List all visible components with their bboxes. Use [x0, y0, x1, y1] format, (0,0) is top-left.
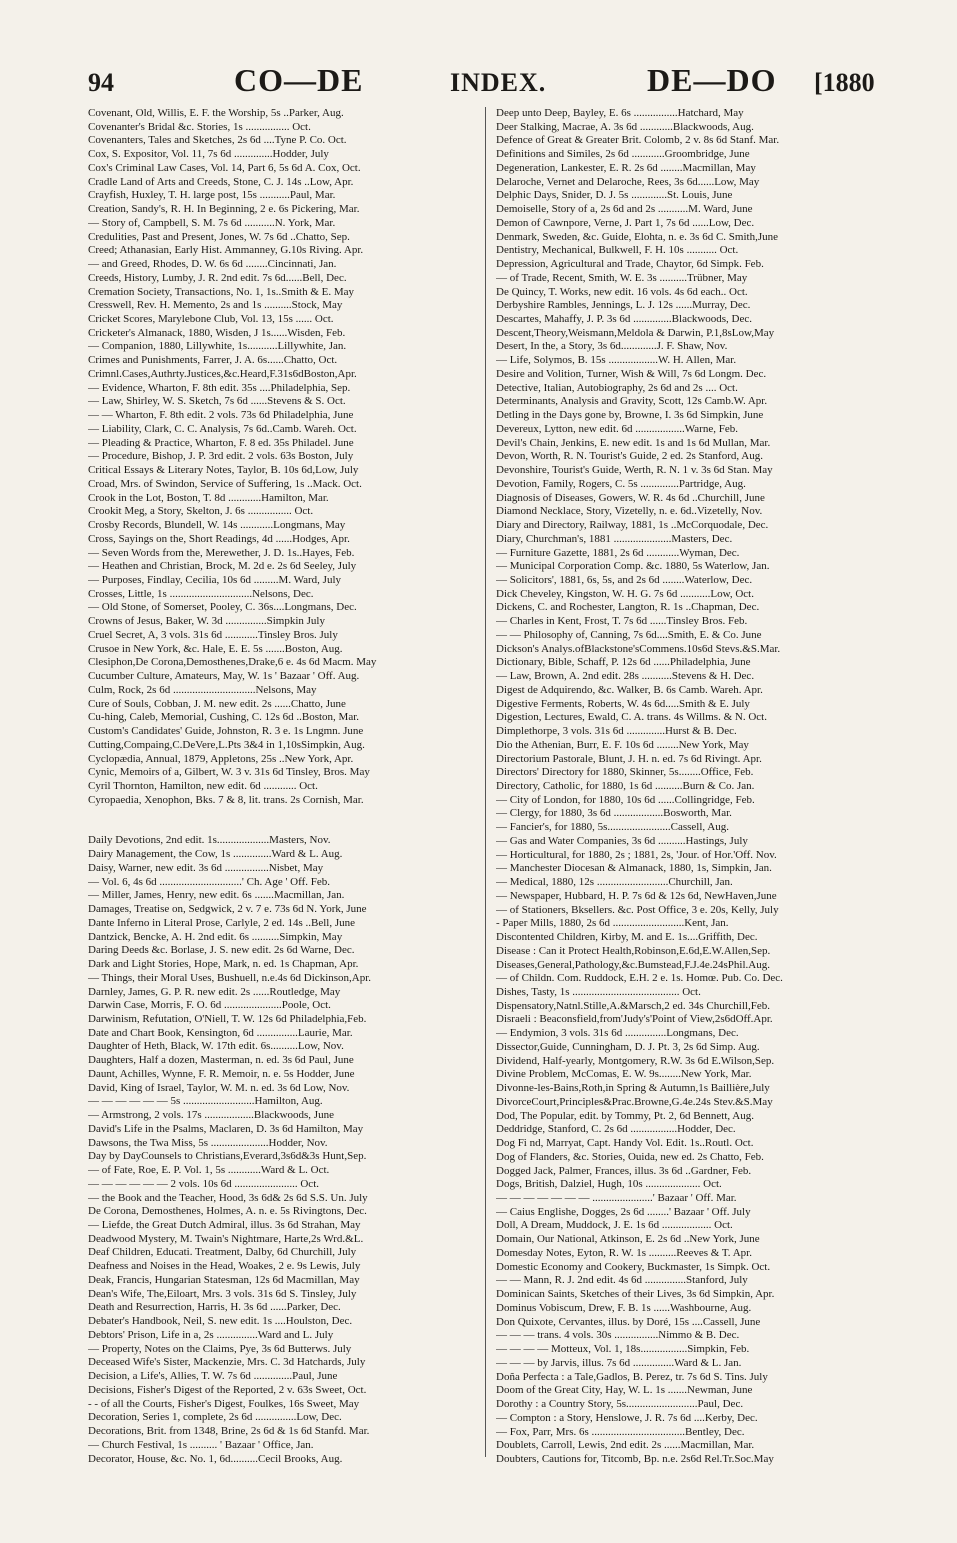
- index-entry: Digest de Adquirendo, &c. Walker, B. 6s Camb. Wareh. Apr.: [496, 683, 763, 696]
- index-entry: Delphic Days, Snider, D. J. 5s .............St. Louis, June: [496, 189, 733, 202]
- index-entry: Deaf Children, Educati. Treatment, Dalby, 6d Churchill, July: [88, 1246, 357, 1259]
- index-entry: Darwin Case, Morris, F. O. 6d .....................Poole, Oct.: [88, 999, 331, 1012]
- index-entry: Cyril Thornton, Hamilton, new edit. 6d ............ Oct.: [88, 779, 318, 792]
- index-entry: Denmark, Sweden, &c. Guide, Elohta, n. e. 3s 6d C. Smith,June: [496, 230, 778, 243]
- index-entry: Diamond Necklace, Story, Vizetelly, n. e. 6d..Vizetelly, Nov.: [496, 505, 763, 518]
- index-entry: — Medical, 1880, 12s ..........................Churchill, Jan.: [496, 876, 733, 889]
- index-entry: Death and Resurrection, Harris, H. 3s 6d ......Parker, Dec.: [88, 1301, 341, 1314]
- index-entry: Date and Chart Book, Kensington, 6d ...............Laurie, Mar.: [88, 1026, 353, 1039]
- index-entry: — the Book and the Teacher, Hood, 3s 6d& 2s 6d S.S. Un. July: [88, 1191, 368, 1204]
- index-entry: Crusoe in New York, &c. Hale, E. E. 5s .......Boston, Aug.: [88, 642, 343, 655]
- left-column: [88, 107, 477, 1466]
- index-entry: Crosses, Little, 1s ..............................Nelsons, Dec.: [88, 587, 314, 600]
- index-entry: Covenanter's Bridal &c. Stories, 1s ................ Oct.: [88, 120, 311, 133]
- index-entry: — Municipal Corporation Comp. &c. 1880, 5s Waterlow, Jan.: [496, 560, 770, 573]
- right-range-heading: DE—DO: [647, 62, 777, 98]
- index-entry: Determinants, Analysis and Gravity, Scott, 12s Camb.W. Apr.: [496, 395, 768, 408]
- index-entry: Dentistry, Mechanical, Bulkwell, F. H. 10s ........... Oct.: [496, 244, 739, 257]
- index-entry: Disraeli : Beaconsfield,from'Judy's'Point of View,2s6dOff.Apr.: [496, 1013, 773, 1026]
- page-header: [88, 62, 888, 102]
- column-divider: [485, 107, 486, 1457]
- index-entry: Cradle Land of Arts and Creeds, Stone, C. J. 14s ..Low, Apr.: [88, 175, 354, 188]
- index-entry: — Things, their Moral Uses, Bushuell, n.e.4s 6d Dickinson,Apr.: [88, 971, 372, 984]
- index-entry: Dogged Jack, Palmer, Frances, illus. 3s 6d ..Gardner, Feb.: [496, 1164, 752, 1177]
- index-entry: Cutting,Compaing,C.DeVere,L.Pts 3&4 in 1,10sSimpkin, Aug.: [88, 738, 365, 751]
- index-entry: Covenant, Old, Willis, E. F. the Worship, 5s ..Parker, Aug.: [88, 107, 344, 119]
- left-range-heading: CO—DE: [234, 62, 364, 98]
- index-entry: Dod, The Popular, edit. by Tommy, Pt. 2, 6d Bennett, Aug.: [496, 1109, 754, 1122]
- index-entry: Deceased Wife's Sister, Mackenzie, Mrs. C. 3d Hatchards, July: [88, 1356, 366, 1369]
- index-entry: Clesiphon,De Corona,Demosthenes,Drake,6 e. 4s 6d Macm. May: [88, 656, 377, 669]
- index-entry: Cremation Society, Transactions, No. 1, 1s..Smith & E. May: [88, 285, 355, 298]
- index-entry: — Endymion, 3 vols. 31s 6d ...............Longmans, Dec.: [496, 1027, 739, 1040]
- index-entry: Devon, Worth, R. N. Tourist's Guide, 2 ed. 2s Stanford, Aug.: [496, 450, 763, 463]
- index-entry: — Liability, Clark, C. C. Analysis, 7s 6d..Camb. Wareh. Oct.: [88, 422, 357, 435]
- index-entry: Dog Fi nd, Marryat, Capt. Handy Vol. Edit. 1s..Routl. Oct.: [496, 1137, 754, 1150]
- index-entry: Deddridge, Stanford, C. 2s 6d .................Hodder, Dec.: [496, 1123, 736, 1136]
- index-entry: Covenanters, Tales and Sketches, 2s 6d ....Tyne P. Co. Oct.: [88, 134, 347, 147]
- index-entry: Devil's Chain, Jenkins, E. new edit. 1s and 1s 6d Mullan, Mar.: [496, 436, 771, 449]
- index-entry: Demon of Cawnpore, Verne, J. Part 1, 7s 6d ......Low, Dec.: [496, 216, 755, 229]
- index-entry: Daily Devotions, 2nd edit. 1s...................Masters, Nov.: [88, 834, 331, 847]
- index-entry: — Newspaper, Hubbard, H. P. 7s 6d & 12s 6d, NewHaven,June: [496, 889, 777, 902]
- index-entry: — Solicitors', 1881, 6s, 5s, and 2s 6d ........Waterlow, Dec.: [496, 573, 753, 586]
- index-entry: Deadwood Mystery, M. Twain's Nightmare, Harte,2s Wrd.&L.: [88, 1232, 364, 1245]
- index-entry: — Miller, James, Henry, new edit. 6s .......Macmillan, Jan.: [88, 889, 345, 902]
- index-entry: — — — by Jarvis, illus. 7s 6d ...............Ward & L. Jan.: [496, 1356, 742, 1369]
- index-entry: Dominican Saints, Sketches of their Lives, 3s 6d Simpkin, Apr.: [496, 1288, 775, 1301]
- index-entry: Desert, In the, a Story, 3s 6d.............J. F. Shaw, Nov.: [496, 340, 728, 353]
- index-entry: — Furniture Gazette, 1881, 2s 6d ............Wyman, Dec.: [496, 546, 740, 559]
- index-entry: Cross, Sayings on the, Short Readings, 4d ......Hodges, Apr.: [88, 532, 350, 545]
- index-entry: Cruel Secret, A, 3 vols. 31s 6d ............Tinsley Bros. July: [88, 628, 338, 641]
- index-entry: - Paper Mills, 1880, 2s 6d ..........................Kent, Jan.: [496, 917, 729, 930]
- index-entry: De Quincy, T. Works, new edit. 16 vols. 4s 6d each.. Oct.: [496, 285, 748, 298]
- index-entry: — — Philosophy of, Canning, 7s 6d....Smith, E. & Co. June: [496, 628, 762, 641]
- index-entry: Diseases,General,Pathology,&c.Bumstead,F.J.4e.24sPhil.Aug.: [496, 958, 770, 971]
- year-label: [1880: [814, 68, 875, 97]
- index-entry: Disease : Can it Protect Health,Robinson,E.6d,E.W.Allen,Sep.: [496, 944, 771, 957]
- index-entry: Dean's Wife, The,Eiloart, Mrs. 3 vols. 31s 6d S. Tinsley, July: [88, 1287, 357, 1300]
- index-entry: Decisions, Fisher's Digest of the Reported, 2 v. 63s Sweet, Oct.: [88, 1383, 367, 1396]
- index-entry: — Pleading & Practice, Wharton, F. 8 ed. 35s Philadel. June: [88, 436, 354, 449]
- index-entry: — of Trade, Recent, Smith, W. E. 3s ..........Trübner, May: [496, 271, 748, 284]
- index-entry: Deep unto Deep, Bayley, E. 6s ................Hatchard, May: [496, 107, 744, 119]
- index-entry: — Church Festival, 1s .......... ' Bazaar ' Office, Jan.: [88, 1438, 314, 1451]
- index-entry: Depression, Agricultural and Trade, Chaytor, 6d Simpk. Feb.: [496, 258, 764, 271]
- index-entry: — — Mann, R. J. 2nd edit. 4s 6d ...............Stanford, July: [496, 1274, 748, 1287]
- index-entry: Defence of Great & Greater Brit. Colomb, 2 v. 8s 6d Stanf. Mar.: [496, 134, 780, 147]
- index-entry: — Procedure, Bishop, J. P. 3rd edit. 2 vols. 63s Boston, July: [88, 450, 354, 463]
- index-entry: Cyropaedia, Xenophon, Bks. 7 & 8, lit. trans. 2s Cornish, Mar.: [88, 793, 364, 806]
- index-entry: — Compton : a Story, Henslowe, J. R. 7s 6d ....Kerby, Dec.: [496, 1411, 758, 1424]
- index-entry: David, King of Israel, Taylor, W. M. n. ed. 3s 6d Low, Nov.: [88, 1081, 350, 1094]
- index-entry: DivorceCourt,Principles&Prac.Browne,G.4e.24s Stev.&S.May: [496, 1095, 773, 1108]
- index-entry: Derbyshire Rambles, Jennings, L. J. 12s ......Murray, Dec.: [496, 299, 751, 312]
- index-entry: — City of London, for 1880, 10s 6d ......Collingridge, Feb.: [496, 793, 755, 806]
- index-entry: Don Quixote, Cervantes, illus. by Doré, 15s ....Cassell, June: [496, 1315, 761, 1328]
- index-entry: Darnley, James, G. P. R. new edit. 2s ......Routledge, May: [88, 985, 341, 998]
- index-entry: Definitions and Similes, 2s 6d ............Groombridge, June: [496, 148, 750, 161]
- index-entry: Cucumber Culture, Amateurs, May, W. 1s ' Bazaar ' Off. Aug.: [88, 670, 360, 683]
- index-entry: — — Wharton, F. 8th edit. 2 vols. 73s 6d Philadelphia, June: [88, 409, 354, 422]
- index-entry: Directory, Catholic, for 1880, 1s 6d ..........Burn & Co. Jan.: [496, 779, 755, 792]
- index-entry: Dividend, Half-yearly, Montgomery, R.W. 3s 6d E.Wilson,Sep.: [496, 1054, 775, 1067]
- index-entry: — Property, Notes on the Claims, Pye, 3s 6d Butterws. July: [88, 1342, 352, 1355]
- index-entry: Cynic, Memoirs of a, Gilbert, W. 3 v. 31s 6d Tinsley, Bros. May: [88, 766, 370, 779]
- index-entry: — and Greed, Rhodes, D. W. 6s 6d ........Cincinnati, Jan.: [88, 258, 337, 271]
- index-entry: Dictionary, Bible, Schaff, P. 12s 6d ......Philadelphia, June: [496, 656, 751, 669]
- section-gap: [88, 807, 477, 834]
- index-entry: Domesday Notes, Eyton, R. W. 1s ..........Reeves & T. Apr.: [496, 1246, 752, 1259]
- index-entry: — Vol. 6, 4s 6d ..............................' Ch. Age ' Off. Feb.: [88, 875, 331, 888]
- index-entry: Directorium Pastorale, Blunt, J. H. n. ed. 7s 6d Rivingt. Apr.: [496, 752, 762, 765]
- index-entry: Divonne-les-Bains,Roth,in Spring & Autumn,1s Baillière,July: [496, 1082, 770, 1095]
- index-entry: Crimnl.Cases,Authrty.Justices,&c.Heard,F.31s6dBoston,Apr.: [88, 367, 357, 380]
- index-entry: Domain, Our National, Atkinson, E. 2s 6d ..New York, June: [496, 1233, 760, 1246]
- index-entry: David's Life in the Psalms, Maclaren, D. 3s 6d Hamilton, May: [88, 1122, 364, 1135]
- index-entry: Dorothy : a Country Story, 5s..........................Paul, Dec.: [496, 1398, 744, 1411]
- index-entry: Discontented Children, Kirby, M. and E. 1s....Griffith, Dec.: [496, 931, 758, 944]
- index-entry: Devonshire, Tourist's Guide, Werth, R. N. 1 v. 3s 6d Stan. May: [496, 464, 773, 477]
- index-entry: — — — — Motteux, Vol. 1, 18s.................Simpkin, Feb.: [496, 1343, 750, 1356]
- index-entry: — Fox, Parr, Mrs. 6s ..................................Bentley, Dec.: [496, 1425, 745, 1438]
- index-entry: Domestic Economy and Cookery, Buckmaster, 1s Simpk. Oct.: [496, 1260, 771, 1273]
- index-entry: Detling in the Days gone by, Browne, I. 3s 6d Simpkin, June: [496, 409, 764, 422]
- index-entry: Culm, Rock, 2s 6d ..............................Nelsons, May: [88, 683, 317, 696]
- index-entry: Cu-hing, Caleb, Memorial, Cushing, C. 12s 6d ..Boston, Mar.: [88, 711, 360, 724]
- index-entry: Deafness and Noises in the Head, Woakes, 2 e. 9s Lewis, July: [88, 1260, 361, 1273]
- index-entry: Diagnosis of Diseases, Gowers, W. R. 4s 6d ..Churchill, June: [496, 491, 765, 504]
- index-entry: Dominus Vobiscum, Drew, F. B. 1s ......Washbourne, Aug.: [496, 1301, 752, 1314]
- index-entry: Crookit Meg, a Story, Skelton, J. 6s ................ Oct.: [88, 505, 314, 518]
- index-entry: — Seven Words from the, Merewether, J. D. 1s..Hayes, Feb.: [88, 546, 355, 559]
- index-entry: Crimes and Punishments, Farrer, J. A. 6s......Chatto, Oct.: [88, 354, 338, 367]
- index-entry: Crayfish, Huxley, T. H. large post, 15s ...........Paul, Mar.: [88, 189, 336, 202]
- index-entry: — Purposes, Findlay, Cecilia, 10s 6d .........M. Ward, July: [88, 573, 342, 586]
- index-entry: Dissector,Guide, Cunningham, D. J. Pt. 3, 2s 6d Simp. Aug.: [496, 1040, 760, 1053]
- right-column: [496, 107, 885, 1467]
- index-entry: Dogs, British, Dalziel, Hugh, 10s .................... Oct.: [496, 1178, 722, 1191]
- index-entry: Decision, a Life's, Allies, T. W. 7s 6d ..............Paul, June: [88, 1370, 338, 1383]
- index-entry: — Caius Englishe, Dogges, 2s 6d ........' Bazaar ' Off. July: [496, 1205, 751, 1218]
- index-entry: Detective, Italian, Autobiography, 2s 6d and 2s .... Oct.: [496, 381, 738, 394]
- page-number: 94: [88, 68, 114, 97]
- index-entry: — Horticultural, for 1880, 2s ; 1881, 2s, 'Jour. of Hor.'Off. Nov.: [496, 848, 777, 861]
- index-entry: — Gas and Water Companies, 3s 6d ..........Hastings, July: [496, 834, 748, 847]
- index-entry: Dick Cheveley, Kingston, W. H. G. 7s 6d ...........Low, Oct.: [496, 587, 754, 600]
- index-entry: Doll, A Dream, Muddock, J. E. 1s 6d .................. Oct.: [496, 1219, 733, 1232]
- index-entry: Digestion, Lectures, Ewald, C. A. trans. 4s Willms. & N. Oct.: [496, 711, 767, 724]
- index-entry: Diary, Churchman's, 1881 .....................Masters, Dec.: [496, 532, 733, 545]
- index-entry: Demoiselle, Story of a, 2s 6d and 2s ...........M. Ward, June: [496, 203, 753, 216]
- index-entry: Dispensatory,Natnl.Stille,A.&Marsch,2 ed. 34s Churchill,Feb.: [496, 999, 770, 1012]
- index-entry: Crosby Records, Blundell, W. 14s ............Longmans, May: [88, 519, 346, 532]
- index-entry: Doom of the Great City, Hay, W. L. 1s .......Newman, June: [496, 1384, 753, 1397]
- index-entry: — Heathen and Christian, Brock, M. 2d e. 2s 6d Seeley, July: [88, 560, 357, 573]
- index-entry: Dog of Flanders, &c. Stories, Ouida, new ed. 2s Chatto, Feb.: [496, 1150, 764, 1163]
- index-entry: Doña Perfecta : a Tale,Gadlos, B. Perez, tr. 7s 6d S. Tins. July: [496, 1370, 768, 1383]
- index-entry: Dickson's Analys.ofBlackstone'sCommens.10s6d Stevs.&S.Mar.: [496, 642, 781, 655]
- index-entry: Dio the Athenian, Burr, E. F. 10s 6d ........New York, May: [496, 738, 749, 751]
- index-entry: Daughter of Heth, Black, W. 17th edit. 6s..........Low, Nov.: [88, 1040, 344, 1053]
- index-entry: Degeneration, Lankester, E. R. 2s 6d ........Macmillan, May: [496, 161, 756, 174]
- index-entry: Daughters, Half a dozen, Masterman, n. ed. 3s 6d Paul, June: [88, 1054, 354, 1067]
- index-entry: Devotion, Family, Rogers, C. 5s ..............Partridge, Aug.: [496, 477, 746, 490]
- index-entry: Cox's Criminal Law Cases, Vol. 14, Part 6, 5s 6d A. Cox, Oct.: [88, 161, 361, 174]
- index-entry: Critical Essays & Literary Notes, Taylor, B. 10s 6d,Low, July: [88, 464, 359, 477]
- index-entry: — Law, Shirley, W. S. Sketch, 7s 6d ......Stevens & S. Oct.: [88, 395, 346, 408]
- index-entry: — Fancier's, for 1880, 5s.......................Cassell, Aug.: [496, 821, 729, 834]
- index-entry: Delaroche, Vernet and Delaroche, Rees, 3s 6d......Low, May: [496, 175, 760, 188]
- index-entry: — Evidence, Wharton, F. 8th edit. 35s ....Philadelphia, Sep.: [88, 381, 351, 394]
- index-title: INDEX.: [450, 68, 547, 97]
- index-entry: Daring Deeds &c. Borlase, J. S. new edit. 2s 6d Warne, Dec.: [88, 944, 355, 957]
- index-entry: Deak, Francis, Hungarian Statesman, 12s 6d Macmillan, May: [88, 1273, 360, 1286]
- index-entry: Crook in the Lot, Boston, T. 8d ............Hamilton, Mar.: [88, 491, 329, 504]
- index-entry: Creeds, History, Lumby, J. R. 2nd edit. 7s 6d......Bell, Dec.: [88, 271, 347, 284]
- index-entry: Decoration, Series 1, complete, 2s 6d ...............Low, Dec.: [88, 1411, 342, 1424]
- index-entry: Digestive Ferments, Roberts, W. 4s 6d.....Smith & E. July: [496, 697, 750, 710]
- index-entry: — Clergy, for 1880, 3s 6d ..................Bosworth, Mar.: [496, 807, 732, 820]
- index-entry: Creation, Sandy's, R. H. In Beginning, 2 e. 6s Pickering, Mar.: [88, 203, 360, 216]
- index-entry: Croad, Mrs. of Swindon, Service of Suffering, 1s ..Mack. Oct.: [88, 477, 362, 490]
- index-entry: Dark and Light Stories, Hope, Mark, n. ed. 1s Chapman, Apr.: [88, 958, 359, 971]
- index-entry: Dante Inferno in Literal Prose, Carlyle, 2 ed. 14s ..Bell, June: [88, 916, 355, 929]
- index-entry: — Liefde, the Great Dutch Admiral, illus. 3s 6d Strahan, May: [88, 1219, 361, 1232]
- index-entry: Directors' Directory for 1880, Skinner, 5s........Office, Feb.: [496, 766, 754, 779]
- index-entry: — of Stationers, Bksellers. &c. Post Office, 3 e. 20s, Kelly, July: [496, 903, 779, 916]
- index-entry: — Story of, Campbell, S. M. 7s 6d ...........N. York, Mar.: [88, 216, 336, 229]
- index-entry: Dickens, C. and Rochester, Langton, R. 1s ..Chapman, Dec.: [496, 601, 760, 614]
- index-entry: Crowns of Jesus, Baker, W. 3d ...............Simpkin July: [88, 615, 325, 628]
- index-entry: Descent,Theory,Weismann,Meldola & Darwin, P.1,8sLow,May: [496, 326, 775, 339]
- index-entry: Devereux, Lytton, new edit. 6d ..................Warne, Feb.: [496, 422, 738, 435]
- index-entry: Dishes, Tasty, 1s ....................................... Oct.: [496, 986, 701, 998]
- index-entry: — Companion, 1880, Lillywhite, 1s...........Lillywhite, Jan.: [88, 340, 347, 353]
- index-entry: — Charles in Kent, Frost, T. 7s 6d ......Tinsley Bros. Feb.: [496, 615, 748, 628]
- index-entry: Cricketer's Almanack, 1880, Wisden, J 1s......Wisden, Feb.: [88, 326, 346, 339]
- index-entry: Daunt, Achilles, Wynne, F. R. Memoir, n. e. 5s Hodder, June: [88, 1067, 355, 1080]
- index-entry: Damages, Treatise on, Sedgwick, 2 v. 7 e. 73s 6d N. York, June: [88, 903, 367, 916]
- index-entry: — of Fate, Roe, E. P. Vol. 1, 5s ............Ward & L. Oct.: [88, 1164, 330, 1177]
- index-entry: — Old Stone, of Somerset, Pooley, C. 36s....Longmans, Dec.: [88, 601, 357, 614]
- index-entry: Doubters, Cautions for, Titcomb, Bp. n.e. 2s6d Rel.Tr.Soc.May: [496, 1452, 774, 1465]
- index-entry: Cure of Souls, Cobban, J. M. new edit. 2s ......Chatto, June: [88, 697, 346, 710]
- index-entry: — — — — — — 2 vols. 10s 6d ....................... Oct.: [88, 1177, 319, 1190]
- index-entry: Darwinism, Refutation, O'Niell, T. W. 12s 6d Philadelphia,Feb.: [88, 1013, 367, 1025]
- index-entry: Decorations, Brit. from 1348, Brine, 2s 6d & 1s 6d Stanfd. Mar.: [88, 1425, 370, 1438]
- index-entry: Doublets, Carroll, Lewis, 2nd edit. 2s ......Macmillan, Mar.: [496, 1439, 755, 1452]
- index-entry: — of Childn. Com. Ruddock, E.H. 2 e. 1s. Homœ. Pub. Co. Dec.: [496, 972, 783, 985]
- index-entry: Diary and Directory, Railway, 1881, 1s ..McCorquodale, Dec.: [496, 519, 769, 532]
- index-entry: Divine Problem, McComas, E. W. 9s........New York, Mar.: [496, 1068, 752, 1081]
- index-entry: Day by DayCounsels to Christians,Everard,3s6d&3s Hunt,Sep.: [88, 1150, 367, 1163]
- index-entry: — Manchester Diocesan & Almanack, 1880, 1s, Simpkin, Jan.: [496, 862, 772, 875]
- index-entry: Cox, S. Expositor, Vol. 11, 7s 6d ..............Hodder, July: [88, 148, 329, 161]
- index-entry: De Corona, Demosthenes, Holmes, A. n. e. 5s Rivingtons, Dec.: [88, 1205, 367, 1218]
- index-entry: Dawsons, the Twa Miss, 5s .....................Hodder, Nov.: [88, 1136, 328, 1149]
- index-entry: Dimplethorpe, 3 vols. 31s 6d ..............Hurst & B. Dec.: [496, 725, 737, 738]
- index-entry: Cyclopædia, Annual, 1879, Appletons, 25s ..New York, Apr.: [88, 752, 354, 765]
- index-entry: Decorator, House, &c. No. 1, 6d..........Cecil Brooks, Aug.: [88, 1452, 343, 1465]
- index-entry: Dairy Management, the Cow, 1s ..............Ward & L. Aug.: [88, 848, 343, 861]
- index-entry: Credulities, Past and Present, Jones, W. 7s 6d ..Chatto, Sep.: [88, 230, 350, 243]
- index-entry: Dantzick, Bencke, A. H. 2nd edit. 6s ..........Simpkin, May: [88, 930, 343, 943]
- index-entry: Debater's Handbook, Neil, S. new edit. 1s ....Houlston, Dec.: [88, 1315, 353, 1328]
- index-entry: — Armstrong, 2 vols. 17s ..................Blackwoods, June: [88, 1109, 334, 1122]
- index-entry: Descartes, Mahaffy, J. P. 3s 6d ..............Blackwoods, Dec.: [496, 313, 753, 326]
- index-entry: — — — trans. 4 vols. 30s ................Nimmo & B. Dec.: [496, 1329, 740, 1342]
- index-entry: Debtors' Prison, Life in a, 2s ...............Ward and L. July: [88, 1328, 334, 1341]
- index-entry: Daisy, Warner, new edit. 3s 6d ................Nisbet, May: [88, 861, 324, 874]
- index-entry: — Life, Solymos, B. 15s ..................W. H. Allen, Mar.: [496, 354, 737, 367]
- index-entry: — Law, Brown, A. 2nd edit. 28s ...........Stevens & H. Dec.: [496, 670, 755, 683]
- index-entry: Cresswell, Rev. H. Memento, 2s and 1s ..........Stock, May: [88, 299, 343, 312]
- index-entry: — — — — — — — ......................' Bazaar ' Off. Mar.: [496, 1192, 737, 1205]
- index-entry: Creed; Athanasian, Early Hist. Ammanney, G.10s Riving. Apr.: [88, 244, 364, 257]
- index-entry: — — — — — — 5s ..........................Hamilton, Aug.: [88, 1095, 323, 1108]
- index-entry: Custom's Candidates' Guide, Johnston, R. 3 e. 1s Lngmn. June: [88, 725, 364, 738]
- index-entry: - - of all the Courts, Fisher's Digest, Foulkes, 16s Sweet, May: [88, 1397, 360, 1410]
- index-entry: Cricket Scores, Marylebone Club, Vol. 13, 15s ...... Oct.: [88, 313, 334, 326]
- index-entry: Desire and Volition, Turner, Wish & Will, 7s 6d Longm. Dec.: [496, 367, 767, 380]
- index-entry: Deer Stalking, Macrae, A. 3s 6d ............Blackwoods, Aug.: [496, 120, 754, 133]
